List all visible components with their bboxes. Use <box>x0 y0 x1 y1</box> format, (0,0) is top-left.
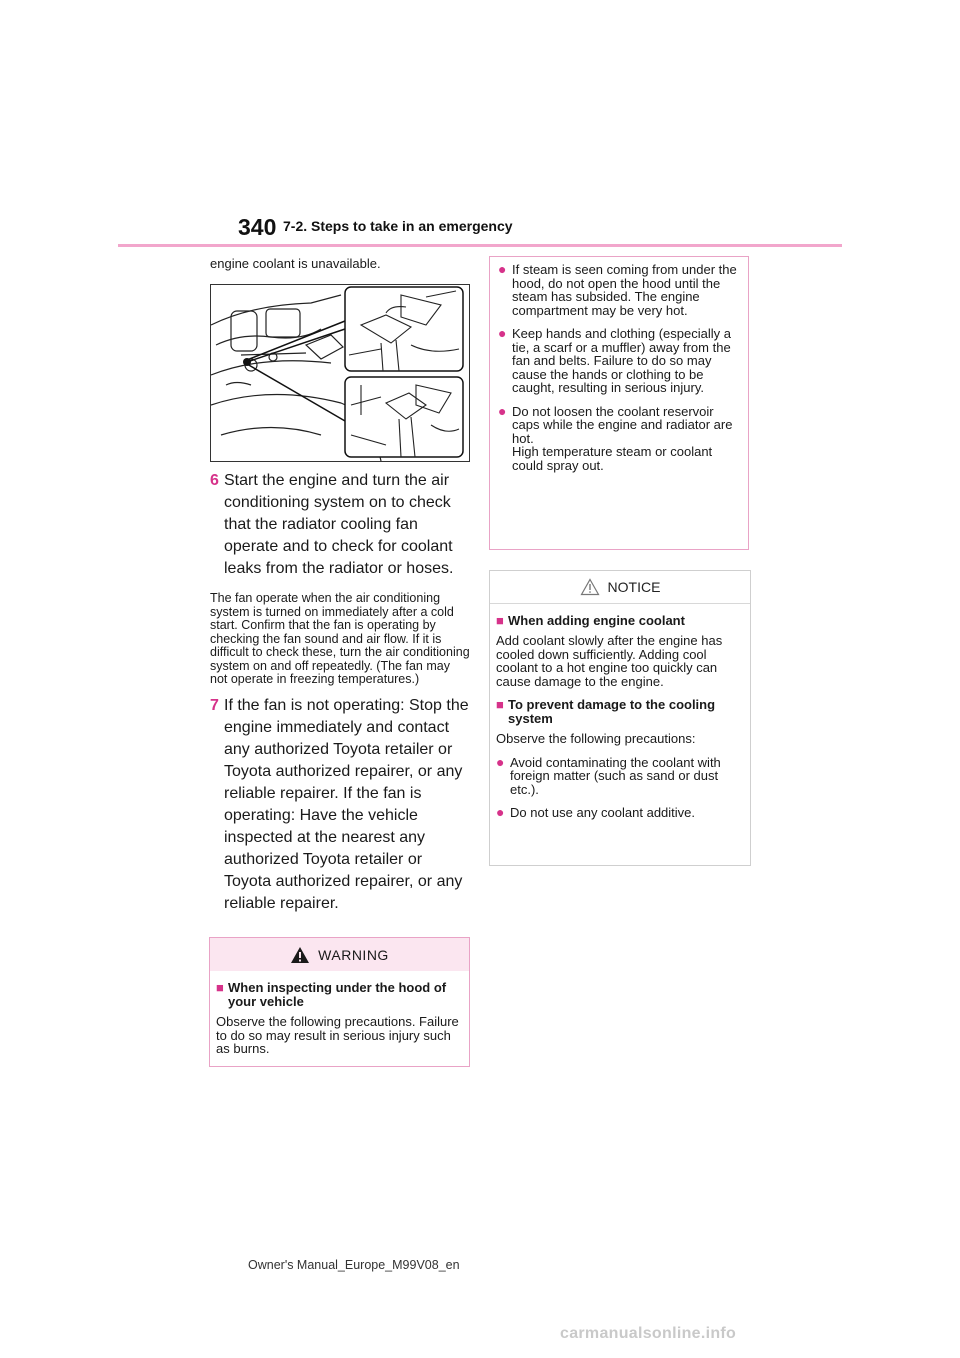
bullet-text: If steam is seen coming from under the hood, do not open the hood until the steam has subsided. The engine compartment may be very hot. <box>512 262 737 318</box>
notice-paragraph: Add coolant slowly after the engine has cooled down sufficiently. Adding cool coolant to a hot engine too quickly can cause damage to the engine. <box>496 633 723 689</box>
step-number: 6 <box>210 472 219 489</box>
notice-heading-text: When adding engine coolant <box>508 613 685 628</box>
square-bullet-icon: ■ <box>496 697 504 712</box>
page-number: 340 <box>238 214 277 240</box>
square-bullet-icon: ■ <box>216 980 224 995</box>
step-text: If the fan is not operating: Stop the engine immediately and contact any authorized Toyota retailer or Toyota authorized repairer, or any reliable repairer. If the fan is operating: Have the vehicle inspected at the nearest any authorized Toyota retailer or Toyota authorized repairer, or any reliable repairer. <box>224 696 469 912</box>
step-text: Start the engine and turn the air conditioning system on to check that the radiator cooling fan operate and to check for coolant leaks from the radiator or hoses. <box>224 472 454 577</box>
warning-body <box>210 971 469 1072</box>
step-number: 7 <box>210 696 219 714</box>
warning-bullet <box>498 402 740 473</box>
warning-bullet <box>498 263 740 317</box>
notice-heading-text: To prevent damage to the cooling system <box>508 697 716 726</box>
round-bullet-icon: ● <box>498 261 507 277</box>
warning-box <box>209 937 470 1067</box>
fan-note: The fan operate when the air conditioning system is turned on immediately after a cold start. Confirm that the fan is operating by checking the fan sound and air flow. If it is difficult to check these, turn the air conditioning system on and off repeatedly. (The fan may not operate in freezing temperatures.) <box>210 591 470 686</box>
notice-title: NOTICE <box>607 579 661 595</box>
warning-triangle-icon <box>290 946 310 964</box>
warning-header <box>210 938 469 971</box>
bullet-text: Do not loosen the coolant reservoir caps while the engine and radiator are hot. High temperature steam or coolant could spray out. <box>512 403 733 473</box>
left-column <box>210 252 470 915</box>
bullet-text: Avoid contaminating the coolant with foreign matter (such as sand or dust etc.). <box>510 754 721 797</box>
warning-bullet <box>498 327 740 395</box>
round-bullet-icon: ● <box>496 804 505 820</box>
notice-paragraph: Observe the following precautions: <box>496 731 696 746</box>
notice-box <box>489 570 751 866</box>
header-rule <box>118 244 842 247</box>
notice-bullet <box>496 806 744 820</box>
footer-text: Owner's Manual_Europe_M99V08_en <box>248 1258 460 1272</box>
round-bullet-icon: ● <box>496 753 505 770</box>
step-6 <box>210 470 470 580</box>
bullet-text: Do not use any coolant additive. <box>510 805 696 820</box>
warning-heading <box>216 981 463 1009</box>
intro-text: engine coolant is unavailable. <box>210 256 381 271</box>
notice-header <box>490 571 750 604</box>
notice-heading-2 <box>496 698 744 726</box>
notice-body <box>490 604 750 836</box>
warning-title: WARNING <box>318 946 389 963</box>
round-bullet-icon: ● <box>498 402 507 419</box>
watermark: carmanualsonline.info <box>560 1325 737 1342</box>
warning-continued-box <box>489 256 749 550</box>
notice-heading-1 <box>496 614 744 628</box>
step-7 <box>210 695 470 915</box>
section-title: 7-2. Steps to take in an emergency <box>283 218 513 234</box>
coolant-filling-illustration <box>210 284 470 462</box>
warning-heading-text: When inspecting under the hood of your vehicle <box>228 980 447 1009</box>
engine-bay-drawing <box>211 285 469 461</box>
square-bullet-icon: ■ <box>496 613 504 628</box>
round-bullet-icon: ● <box>498 325 507 341</box>
notice-bullet <box>496 753 744 797</box>
warning-text: Observe the following precautions. Failure to do so may result in serious injury such as burns. <box>216 1014 459 1056</box>
notice-triangle-icon <box>580 578 600 596</box>
bullet-text: Keep hands and clothing (especially a tie, a scarf or a muffler) away from the fan and belts. Failure to do so may cause the hands or clothing to be caught, resulting in serious injury. <box>512 326 731 395</box>
